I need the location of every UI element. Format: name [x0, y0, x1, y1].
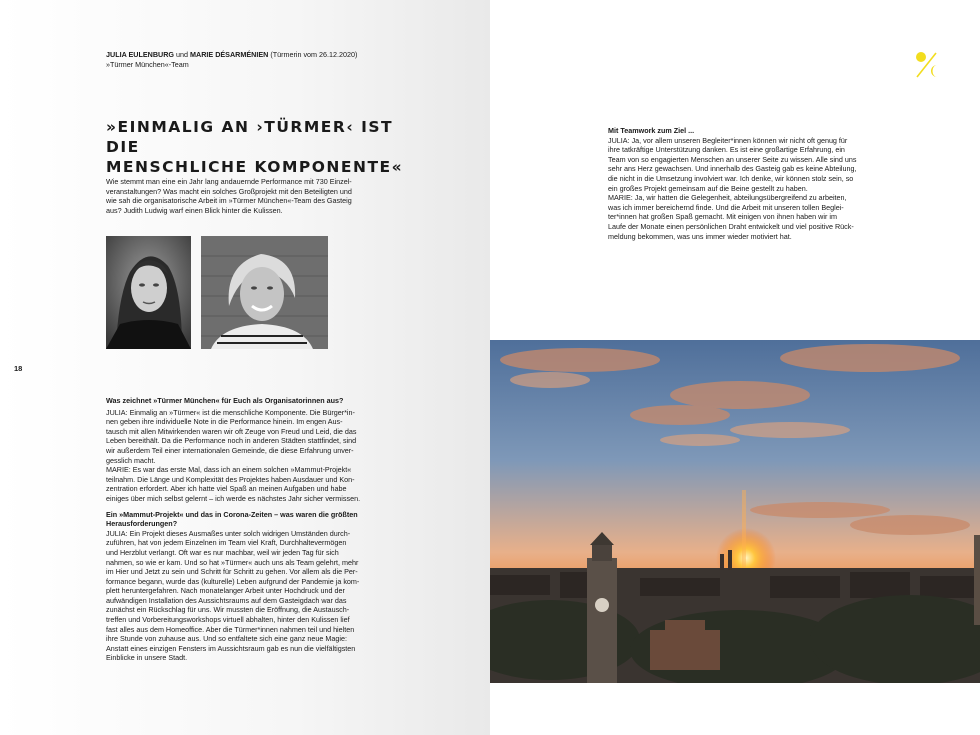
interview-body-left	[106, 396, 366, 663]
article-title	[106, 117, 406, 177]
text-line: teilnahm. Die Länge und Komplexität des Projektes haben Ausdauer und Kon-	[106, 474, 355, 484]
text-line: fast alles aus dem Homeoffice. Aber die Türmer*innen nahmen teil und hielten	[106, 624, 355, 634]
text-line: Wie stemmt man eine ein Jahr lang andauernde Performance mit 730 Einzel-	[106, 177, 352, 186]
article-header	[106, 50, 406, 69]
team-name: »Türmer München«-Team	[106, 59, 189, 69]
author-connector: und	[176, 50, 189, 59]
title-line: »EINMALIG AN ›TÜRMER‹ IST DIE	[106, 118, 394, 156]
text-line: zuführen, hat von jedem Einzelnen im Team viel Kraft, Durchhaltevermögen	[106, 538, 347, 548]
answer-julia	[608, 136, 870, 194]
answer-julia	[106, 529, 366, 663]
sunset-city-photo	[490, 340, 980, 683]
text-line: Leben bereithält. Da die Performance noch in anderen Städten stattfindet, sind	[106, 436, 357, 446]
page-number: 18	[14, 364, 23, 373]
answer-julia	[106, 408, 366, 466]
text-line: JULIA: Ein Projekt dieses Ausmaßes unter solch widrigen Umständen durch-	[106, 528, 351, 538]
author-role: (Türmerin vom 26.12.2020)	[270, 50, 358, 59]
text-line: wir außerdem Teil einer internationalen Gemeinde, die diese Erfahrung unver-	[106, 445, 354, 455]
interview-body-right	[608, 126, 870, 241]
text-line: Ein »Mammut-Projekt« und das in Corona-Zeiten – was waren die größten	[106, 509, 358, 519]
text-line: und Herzblut verlangt. Oft war es nur machbar, weil wir jeden Tag für sich	[106, 547, 339, 557]
text-line: ihre tatkräftige Unterstützung danken. Es ist eine großartige Erfahrung, ein	[608, 145, 845, 155]
answer-marie	[106, 465, 366, 503]
text-line: zentration erfordert. Aber ich hatte viel Spaß an meinen Aufgaben und habe	[106, 484, 347, 494]
text-line: die nicht in die Umsetzung involviert war. Ich denke, wir können stolz sein, so	[608, 173, 854, 183]
answer-marie	[608, 193, 870, 241]
text-line: JULIA: Ja, vor allem unseren Begleiter*innen können wir nicht oft genug für	[608, 135, 848, 145]
text-line: nen geben ihre individuelle Note in die Performance hinein. Im engen Aus-	[106, 417, 343, 427]
text-line: einiges über mich selbst gelernt – ich werde es nächstes Jahr sicher vermissen.	[106, 493, 361, 503]
text-line: sehr ans Herz gewachsen. Und innerhalb des Gasteig gab es keine Abteilung,	[608, 164, 857, 174]
text-line: Herausforderungen?	[106, 519, 178, 529]
brand-logo-icon	[914, 50, 942, 80]
text-line: veranstaltungen? Was macht ein solches Großprojekt mit den Beteiligten und	[106, 186, 352, 196]
text-line: wie sah die organisatorische Arbeit im »Türmer München«-Team des Gasteig	[106, 196, 352, 206]
portrait-marie	[201, 236, 328, 349]
text-line: Anstatt eines einzigen Fensters im Aussichtsraum gab es nun die vielfältigsten	[106, 643, 356, 653]
title-line: MENSCHLICHE KOMPONENTE«	[106, 158, 404, 176]
question-heading	[106, 510, 366, 529]
text-line: tausch mit allen Mitwirkenden waren wir oft Zeuge von Freud und Leid, die das	[106, 426, 357, 436]
author-name-julia: JULIA EULENBURG	[106, 50, 175, 59]
text-line: aus? Judith Ludwig warf einen Blick hinter die Kulissen.	[106, 205, 283, 215]
author-line	[106, 50, 406, 60]
text-line: Einblicke in unsere Stadt.	[106, 653, 188, 663]
text-line: nahmen, so wie er kam. Und so hat »Türmer« auch uns als Team gelehrt, mehr	[106, 557, 359, 567]
portrait-julia	[106, 236, 191, 349]
intro-paragraph	[106, 177, 376, 215]
text-line: formance begann, wurde das (kulturelle) Leben aufgrund der Pandemie ja kom-	[106, 576, 360, 586]
question-heading: Was zeichnet »Türmer München« für Euch als Organisatorinnen aus?	[106, 396, 344, 405]
text-line: ter*innen hat großen Spaß gemacht. Mit einigen von ihnen haben wir im	[608, 212, 837, 222]
text-line: plett heruntergefahren. Nach monatelanger Arbeit unter Hochdruck und der	[106, 586, 345, 596]
text-line: ihre Stunde von zuhause aus. Und so entfaltete sich eine ganz neue Magie:	[106, 634, 347, 644]
text-line: MARIE: Ja, wir hatten die Gelegenheit, abteilungsübergreifend zu arbeiten,	[608, 193, 847, 203]
text-line: Laufe der Monate einen persönlichen Draht entwickelt und viel positive Rück-	[608, 221, 854, 231]
text-line: aufwändigen Installation des Aussichtsraums auf dem Gasteigdach war das	[106, 595, 347, 605]
text-line: zunächst ein Rückschlag für uns. Wir mussten die Eröffnung, die Austausch-	[106, 605, 350, 615]
question-heading: Mit Teamwork zum Ziel ...	[608, 126, 695, 135]
text-line: im Hier und Jetzt zu sein und Schritt für Schritt zu gehen. Vor allem als die Per-	[106, 567, 358, 577]
text-line: MARIE: Es war das erste Mal, dass ich an einem solchen »Mammut-Projekt«	[106, 465, 352, 475]
author-name-marie: MARIE DÉSARMÉNIEN	[190, 50, 269, 59]
text-line: gesslich macht.	[106, 455, 156, 465]
text-line: meldung bekommen, was uns immer wieder motiviert hat.	[608, 231, 792, 241]
text-line: Team von so engagierten Menschen an unserer Seite zu wissen. Alle sind uns	[608, 154, 857, 164]
text-line: ein großes Projekt gemeinsam auf die Beine gestellt zu haben.	[608, 183, 808, 193]
text-line: JULIA: Einmalig an »Türmer« ist die menschliche Komponente. Die Bürger*in-	[106, 407, 355, 417]
text-line: was ich immer bereichernd finde. Und die Arbeit mit unseren tollen Beglei-	[608, 202, 844, 212]
text-line: treffen und Vorbereitungsworkshops virtuell abhalten, hinter den Kulissen lief	[106, 615, 350, 625]
